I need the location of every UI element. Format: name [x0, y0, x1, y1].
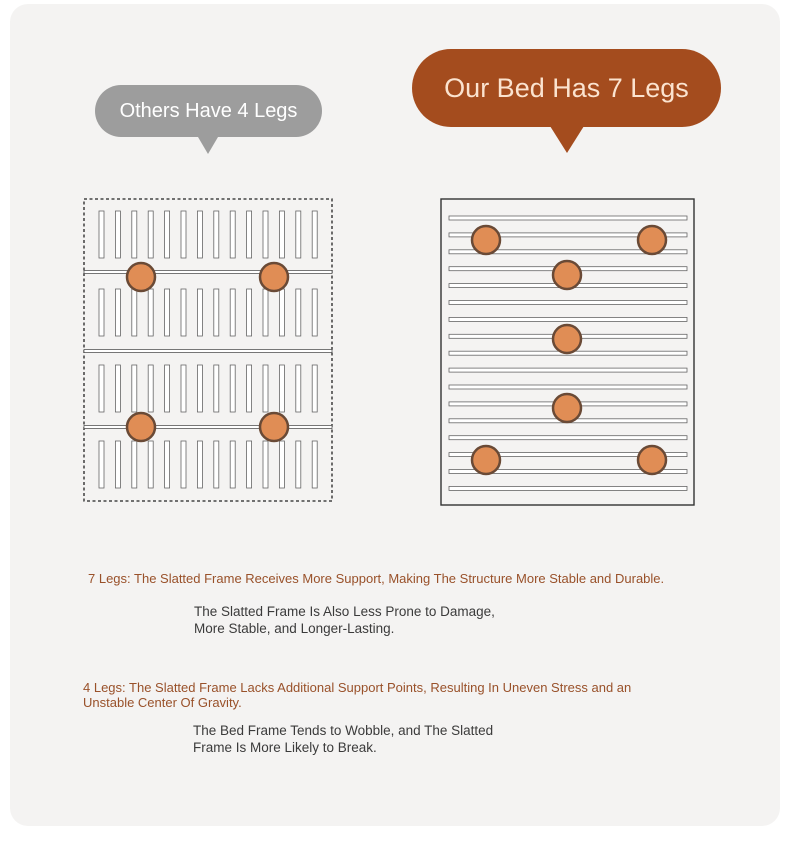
slat [296, 211, 301, 258]
slat [230, 441, 235, 488]
slat [99, 441, 104, 488]
slat [449, 368, 687, 372]
four-leg-frame-diagram [84, 199, 332, 501]
slat [296, 365, 301, 412]
slat [312, 289, 317, 336]
support-leg [260, 413, 288, 441]
slat [165, 365, 170, 412]
slat [247, 365, 252, 412]
slat [115, 289, 120, 336]
slat [132, 365, 137, 412]
slat [181, 211, 186, 258]
slat [99, 365, 104, 412]
frame-rail [84, 350, 332, 353]
slat [115, 365, 120, 412]
slat [296, 289, 301, 336]
slat [214, 365, 219, 412]
slat [214, 289, 219, 336]
slat [197, 211, 202, 258]
four-legs-detail-line1: The Bed Frame Tends to Wobble, and The Slatted [193, 723, 494, 738]
slat [449, 216, 687, 220]
slat [449, 385, 687, 389]
slat [263, 441, 268, 488]
slat [296, 441, 301, 488]
slat [99, 211, 104, 258]
four-legs-detail-line2: Frame Is More Likely to Break. [193, 740, 377, 755]
slat [263, 365, 268, 412]
support-leg [127, 263, 155, 291]
slat [148, 441, 153, 488]
our-legs-bubble: Our Bed Has 7 Legs [412, 49, 721, 127]
slat [230, 211, 235, 258]
support-leg [638, 446, 666, 474]
support-leg [638, 226, 666, 254]
others-legs-bubble: Others Have 4 Legs [95, 85, 322, 137]
slat [197, 441, 202, 488]
slat [148, 211, 153, 258]
four-legs-heading-line1: 4 Legs: The Slatted Frame Lacks Additional Support Points, Resulting In Uneven Stress and an [83, 680, 632, 695]
slat [181, 365, 186, 412]
support-leg [472, 446, 500, 474]
support-leg [553, 325, 581, 353]
slat [312, 211, 317, 258]
slat [214, 211, 219, 258]
four-legs-heading-line2: Unstable Center Of Gravity. [83, 695, 242, 710]
slat [132, 211, 137, 258]
slat [279, 365, 284, 412]
slat [247, 289, 252, 336]
support-leg [260, 263, 288, 291]
slat [312, 365, 317, 412]
seven-leg-frame-diagram [441, 199, 694, 505]
slat [247, 211, 252, 258]
slat [449, 317, 687, 321]
slat [247, 441, 252, 488]
slat [449, 301, 687, 305]
slat [312, 441, 317, 488]
seven-legs-heading: 7 Legs: The Slatted Frame Receives More Support, Making The Structure More Stable and Durable. [88, 571, 665, 586]
slat [148, 365, 153, 412]
slat [214, 441, 219, 488]
slat [181, 441, 186, 488]
slat [279, 441, 284, 488]
slat [263, 289, 268, 336]
slat [279, 289, 284, 336]
slat [230, 289, 235, 336]
slat [181, 289, 186, 336]
support-leg [553, 261, 581, 289]
support-leg [472, 226, 500, 254]
slat [99, 289, 104, 336]
slat [165, 441, 170, 488]
support-leg [553, 394, 581, 422]
slat [115, 441, 120, 488]
seven-legs-detail-line2: More Stable, and Longer-Lasting. [194, 621, 395, 636]
frame-rail [84, 426, 332, 429]
slat [230, 365, 235, 412]
frame-rail [84, 271, 332, 274]
slat [115, 211, 120, 258]
slat [132, 289, 137, 336]
slat [279, 211, 284, 258]
slat [165, 289, 170, 336]
slat [165, 211, 170, 258]
slat [449, 486, 687, 490]
slat [449, 436, 687, 440]
slat [263, 211, 268, 258]
slat [132, 441, 137, 488]
slat [197, 365, 202, 412]
support-leg [127, 413, 155, 441]
slat [148, 289, 153, 336]
slat [197, 289, 202, 336]
seven-legs-detail-line1: The Slatted Frame Is Also Less Prone to Damage, [194, 604, 495, 619]
